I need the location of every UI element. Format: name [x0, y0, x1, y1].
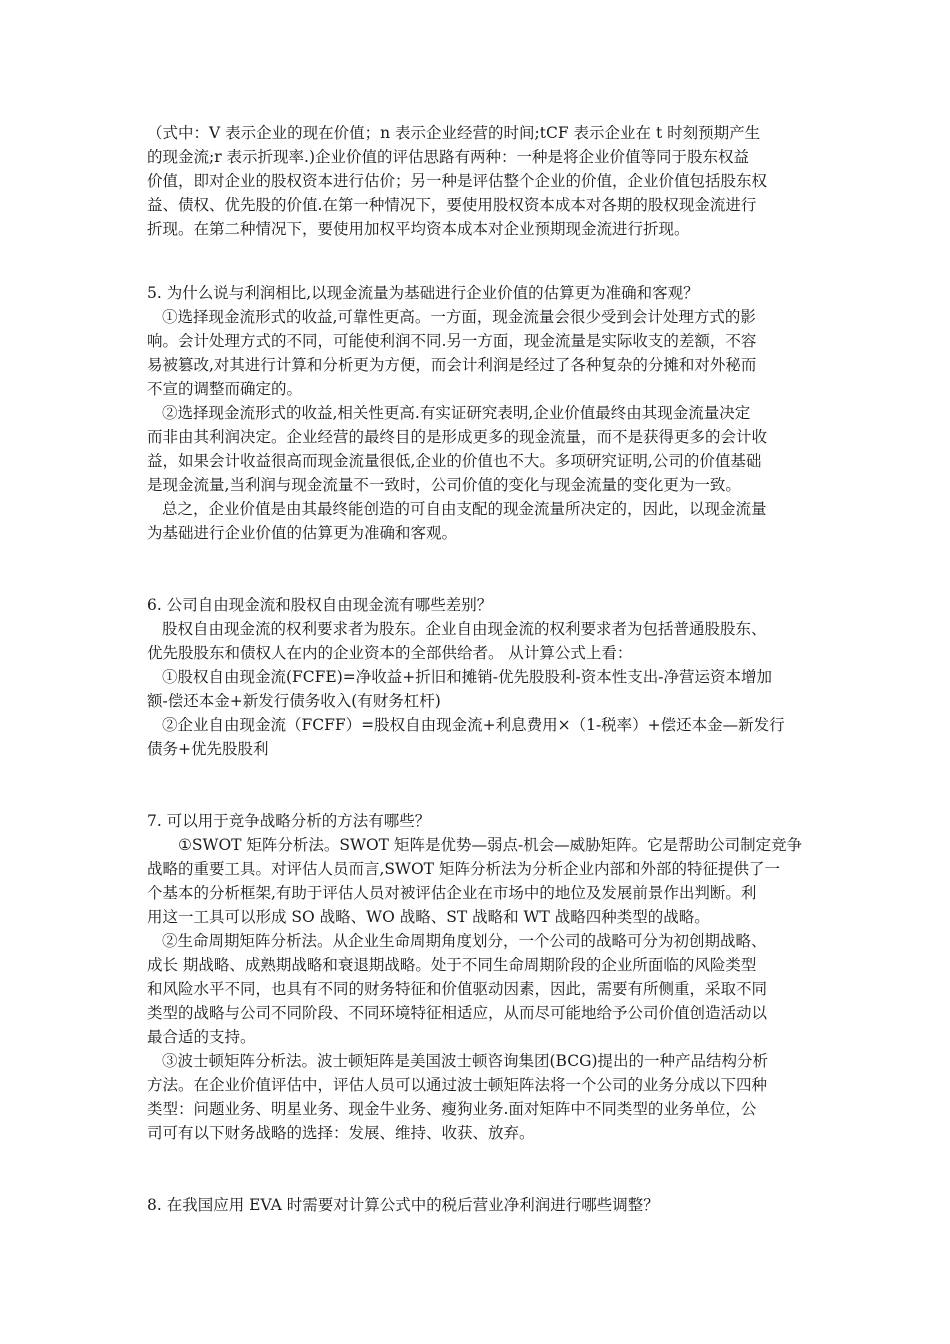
intro-line-5: 折现。在第二种情况下，要使用加权平均资本成本对企业预期现金流进行折现。 — [147, 220, 690, 238]
q6-line-6: 债务+优先股股利 — [147, 740, 269, 758]
q7-line-9: 最合适的支持。 — [147, 1028, 256, 1046]
q7-line-8: 类型的战略与公司不同阶段、不同环境特征相适应，从而尽可能地给予公司价值创造活动以 — [147, 1004, 768, 1022]
question-8-heading: 8. 在我国应用 EVA 时需要对计算公式中的税后营业净利润进行哪些调整？ — [147, 1196, 659, 1214]
q7-line-7: 和风险水平不同，也具有不同的财务特征和价值驱动因素，因此，需要有所侧重，采取不同 — [147, 980, 768, 998]
question-7-heading: 7. 可以用于竞争战略分析的方法有哪些？ — [147, 812, 431, 830]
q6-line-4: 额-偿还本金+新发行债务收入(有财务杠杆) — [147, 692, 441, 710]
q6-line-5: ②企业自由现金流（FCFF）=股权自由现金流+利息费用×（1-税率）+偿还本金—新发行 — [162, 716, 785, 734]
q7-line-2: 战略的重要工具。对评估人员而言,SWOT 矩阵分析法为分析企业内部和外部的特征提供了一 — [147, 860, 780, 878]
q7-line-3: 个基本的分析框架,有助于评估人员对被评估企业在市场中的地位及发展前景作出判断。利 — [147, 884, 757, 902]
q6-line-3: ①股权自由现金流(FCFE)=净收益+折旧和摊销-优先股股利-资本性支出-净营运资本增加 — [162, 668, 772, 686]
q5-line-7: 益，如果会计收益很高而现金流量很低,企业的价值也不大。多项研究证明,公司的价值基础 — [147, 452, 762, 470]
q7-line-4: 用这一工具可以形成 SO 战略、WO 战略、ST 战略和 WT 战略四种类型的战略。 — [147, 908, 710, 926]
q7-line-12: 类型：问题业务、明星业务、现金牛业务、瘦狗业务.面对矩阵中不同类型的业务单位，公 — [147, 1100, 757, 1118]
q7-line-1: ①SWOT 矩阵分析法。SWOT 矩阵是优势—弱点-机会—威胁矩阵。它是帮助公司制定竞争 — [178, 836, 803, 854]
question-6-heading: 6. 公司自由现金流和股权自由现金流有哪些差别？ — [147, 596, 493, 614]
intro-line-3: 价值，即对企业的股权资本进行估价；另一种是评估整个企业的价值，企业价值包括股东权 — [147, 172, 768, 190]
q5-line-8: 是现金流量,当利润与现金流量不一致时，公司价值的变化与现金流量的变化更为一致。 — [147, 476, 741, 494]
q5-line-2: 响。会计处理方式的不同，可能使利润不同.另一方面，现金流量是实际收支的差额，不容 — [147, 332, 757, 350]
q6-line-2: 优先股股东和债权人在内的企业资本的全部供给者。 从计算公式上看： — [147, 644, 633, 662]
intro-line-4: 益、债权、优先股的价值.在第一种情况下，要使用股权资本成本对各期的股权现金流进行 — [147, 196, 757, 214]
q7-line-6: 成长 期战略、成熟期战略和衰退期战略。处于不同生命周期阶段的企业所面临的风险类型 — [147, 956, 757, 974]
q7-line-5: ②生命周期矩阵分析法。从企业生命周期角度划分，一个公司的战略可分为初创期战略、 — [162, 932, 767, 950]
intro-line-2: 的现金流;r 表示折现率.)企业价值的评估思路有两种：一种是将企业价值等同于股东权益 — [147, 148, 750, 166]
q7-line-11: 方法。在企业价值评估中，评估人员可以通过波士顿矩阵法将一个公司的业务分成以下四种 — [147, 1076, 768, 1094]
intro-line-1: （式中：V 表示企业的现在价值；n 表示企业经营的时间;tCF 表示企业在 t 时刻预期产生 — [147, 124, 761, 142]
q5-line-6: 而非由其利润决定。企业经营的最终目的是形成更多的现金流量，而不是获得更多的会计收 — [147, 428, 768, 446]
q5-line-4: 不宣的调整而确定的。 — [147, 380, 303, 398]
q5-line-5: ②选择现金流形式的收益,相关性更高.有实证研究表明,企业价值最终由其现金流量决定 — [162, 404, 751, 422]
q5-line-9: 总之，企业价值是由其最终能创造的可自由支配的现金流量所决定的，因此，以现金流量 — [162, 500, 767, 518]
q5-line-10: 为基础进行企业价值的估算更为准确和客观。 — [147, 524, 458, 542]
q7-line-13: 司可有以下财务战略的选择：发展、维持、收获、放弃。 — [147, 1124, 535, 1142]
q7-line-10: ③波士顿矩阵分析法。波士顿矩阵是美国波士顿咨询集团(BCG)提出的一种产品结构分析 — [162, 1052, 769, 1070]
q5-line-3: 易被篡改,对其进行计算和分析更为方便，而会计利润是经过了各种复杂的分摊和对外秘而 — [147, 356, 757, 374]
q6-line-1: 股权自由现金流的权利要求者为股东。企业自由现金流的权利要求者为包括普通股股东、 — [162, 620, 767, 638]
question-5-heading: 5. 为什么说与利润相比,以现金流量为基础进行企业价值的估算更为准确和客观？ — [147, 284, 699, 302]
q5-line-1: ①选择现金流形式的收益,可靠性更高。一方面，现金流量会很少受到会计处理方式的影 — [162, 308, 756, 326]
